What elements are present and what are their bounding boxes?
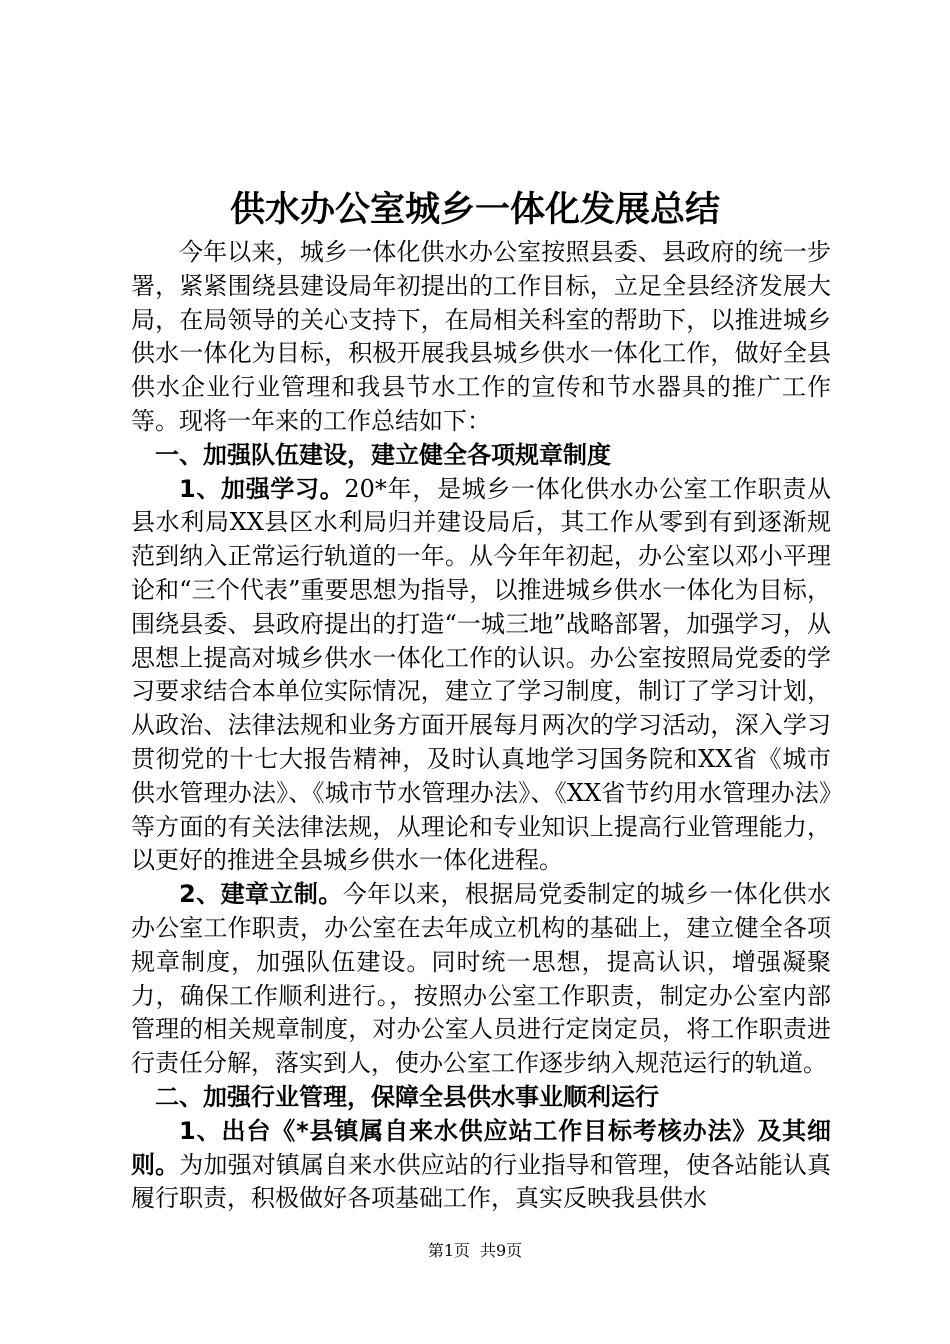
- intro-paragraph: 今年以来，城乡一体化供水办公室按照县委、县政府的统一步署，紧紧围绕县建设局年初提出的工作目标，立足全县经济发展大局，在局领导的关心支持下，在局相关科室的帮助下，以推进城乡供水一体化为目标，积极开展我县城乡供水一体化工作，做好全县供水企业行业管理和我县节水工作的宣传和节水器具的推广工作等。现将一年来的工作总结如下：: [131, 238, 831, 435]
- section-2-item-1: [131, 1115, 831, 1216]
- section-1-heading: 一、加强队伍建设，建立健全各项规章制度: [155, 440, 611, 469]
- section-1-item-2: [131, 878, 831, 1081]
- document-body: [131, 236, 831, 1216]
- section-2-item-1-text: 为加强对镇属自来水供应站的行业指导和管理，使各站能认真履行职责，积极做好各项基础工作，真实反映我县供水: [131, 1150, 832, 1213]
- section-2-item-1-lead: 1、出台《*县镇属自来水供应站工作目标考核办法》及其细则。: [131, 1116, 831, 1179]
- page-number-current: 第1页: [427, 1241, 470, 1260]
- page-footer: [0, 1240, 950, 1262]
- document-title: 供水办公室城乡一体化发展总结: [229, 190, 720, 230]
- section-1-item-1-text: 20*年，是城乡一体化供水办公室工作职责从县水利局XX县区水利局归并建设局后，其工作从零到有到逐渐规范到纳入正常运行轨道的一年。从今年年初起，办公室以邓小平理论和“三个代表”重要思想为指导，以推进城乡供水一体化为目标，围绕县委、县政府提出的打造“一城三地”战略部署，加强学习，从思想上提高对城乡供水一体化工作的认识。办公室按照局党委的学习要求结合本单位实际情况，建立了学习制度，制订了学习计划，从政治、法律法规和业务方面开展每月两次的学习活动，深入学习贯彻党的十七大报告精神，及时认真地学习国务院和XX省《城市供水管理办法》、《城市节水管理办法》、《XX省节约用水管理办法》等方面的有关法律法规，从理论和专业知识上提高行业管理能力，以更好的推进全县城乡供水一体化进程。: [131, 474, 831, 875]
- page-number-total: 共9页: [480, 1241, 523, 1260]
- section-2-heading: 二、加强行业管理，保障全县供水事业顺利运行: [155, 1082, 659, 1111]
- section-1-item-2-text: 今年以来，根据局党委制定的城乡一体化供水办公室工作职责，办公室在去年成立机构的基础上，建立健全各项规章制度，加强队伍建设。同时统一思想，提高认识，增强凝聚力，确保工作顺利进行。，按照办公室工作职责，制定办公室内部管理的相关规章制度，对办公室人员进行定岗定员，将工作职责进行责任分解，落实到人，使办公室工作逐步纳入规范运行的轨道。: [131, 880, 832, 1078]
- section-1-item-1-lead: 1、加强学习。: [179, 474, 345, 503]
- section-1-item-1: [131, 473, 831, 879]
- section-1-item-2-lead: 2、建章立制。: [179, 880, 343, 909]
